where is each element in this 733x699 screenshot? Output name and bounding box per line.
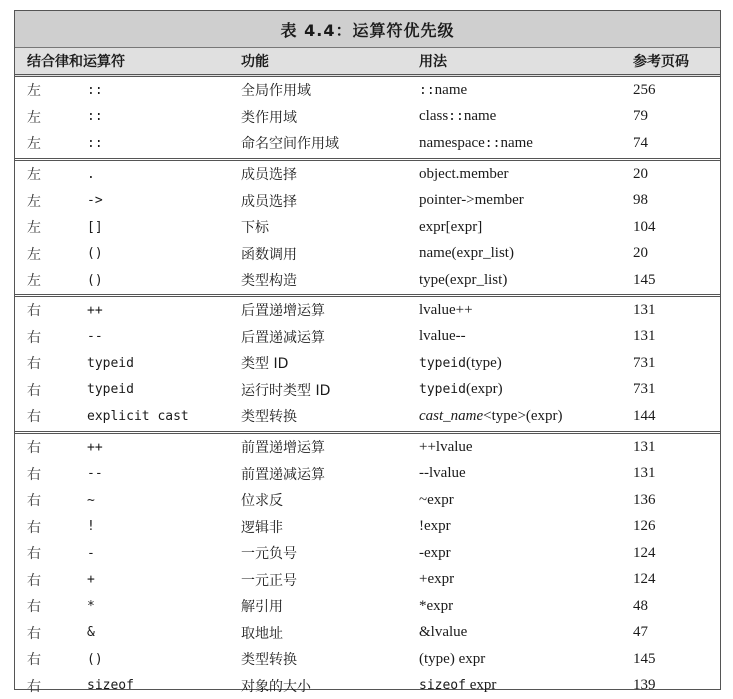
cell-function: 成员选择 bbox=[241, 188, 297, 215]
cell-associativity: 右 bbox=[27, 350, 41, 377]
header-page: 参考页码 bbox=[633, 48, 689, 74]
cell-function: 类型转换 bbox=[241, 403, 297, 430]
cell-operator: typeid bbox=[87, 350, 134, 377]
cell-page: 731 bbox=[633, 350, 656, 377]
cell-operator: -- bbox=[87, 324, 103, 351]
usage-part: expr[expr] bbox=[419, 219, 482, 236]
cell-page: 731 bbox=[633, 377, 656, 404]
usage-part: <type>(expr) bbox=[483, 408, 562, 425]
cell-operator: . bbox=[87, 161, 95, 188]
table-row bbox=[15, 350, 720, 377]
table-row bbox=[15, 646, 720, 673]
usage-part: cast_name bbox=[419, 408, 483, 425]
usage-part: sizeof bbox=[419, 678, 466, 693]
cell-associativity: 左 bbox=[27, 214, 41, 241]
cell-page: 124 bbox=[633, 567, 656, 594]
usage-part: name(expr_list) bbox=[419, 245, 514, 262]
usage-part: type(expr_list) bbox=[419, 272, 507, 289]
usage-part: (expr) bbox=[466, 381, 503, 398]
cell-operator: explicit cast bbox=[87, 403, 189, 430]
cell-associativity: 右 bbox=[27, 403, 41, 430]
table-row bbox=[15, 377, 720, 404]
cell-usage bbox=[419, 377, 503, 404]
usage-part: &lvalue bbox=[419, 624, 467, 641]
usage-part: :: bbox=[485, 136, 501, 151]
operator-precedence-table bbox=[14, 10, 721, 690]
cell-function: 前置递增运算 bbox=[241, 434, 325, 461]
row-group bbox=[15, 431, 720, 699]
table-row bbox=[15, 540, 720, 567]
cell-page: 139 bbox=[633, 673, 656, 699]
cell-usage bbox=[419, 297, 473, 324]
cell-function: 类型转换 bbox=[241, 646, 297, 673]
cell-function: 前置递减运算 bbox=[241, 461, 325, 488]
table-row bbox=[15, 104, 720, 131]
usage-part: name bbox=[435, 82, 467, 99]
cell-page: 104 bbox=[633, 214, 656, 241]
cell-associativity: 右 bbox=[27, 540, 41, 567]
table-header-row bbox=[15, 48, 720, 77]
usage-part: object.member bbox=[419, 166, 509, 183]
table-row bbox=[15, 461, 720, 488]
cell-associativity: 右 bbox=[27, 377, 41, 404]
cell-function: 类型构造 bbox=[241, 267, 297, 294]
cell-usage bbox=[419, 214, 482, 241]
cell-page: 20 bbox=[633, 161, 648, 188]
usage-part: +expr bbox=[419, 571, 454, 588]
usage-part: typeid bbox=[419, 356, 466, 371]
cell-associativity: 右 bbox=[27, 593, 41, 620]
cell-function: 一元正号 bbox=[241, 567, 297, 594]
cell-associativity: 左 bbox=[27, 267, 41, 294]
cell-page: 256 bbox=[633, 77, 656, 104]
cell-page: 136 bbox=[633, 487, 656, 514]
table-row bbox=[15, 434, 720, 461]
cell-function: 运行时类型 ID bbox=[241, 377, 330, 404]
cell-function: 后置递减运算 bbox=[241, 324, 325, 351]
usage-part: !expr bbox=[419, 518, 451, 535]
row-group bbox=[15, 294, 720, 430]
usage-part: namespace bbox=[419, 135, 485, 152]
usage-part: --lvalue bbox=[419, 465, 466, 482]
cell-usage bbox=[419, 324, 466, 351]
usage-part: lvalue++ bbox=[419, 302, 473, 319]
cell-associativity: 左 bbox=[27, 161, 41, 188]
cell-function: 命名空间作用域 bbox=[241, 130, 339, 157]
usage-part: pointer->member bbox=[419, 192, 524, 209]
table-row bbox=[15, 403, 720, 430]
cell-usage bbox=[419, 403, 563, 430]
cell-page: 74 bbox=[633, 130, 648, 157]
cell-associativity: 右 bbox=[27, 514, 41, 541]
table-row bbox=[15, 593, 720, 620]
table-row bbox=[15, 487, 720, 514]
table-row bbox=[15, 514, 720, 541]
cell-usage bbox=[419, 567, 454, 594]
table-row bbox=[15, 567, 720, 594]
header-function: 功能 bbox=[241, 48, 269, 74]
cell-operator: -- bbox=[87, 461, 103, 488]
cell-associativity: 左 bbox=[27, 188, 41, 215]
cell-operator: - bbox=[87, 540, 95, 567]
cell-usage bbox=[419, 188, 524, 215]
cell-usage bbox=[419, 241, 514, 268]
cell-page: 145 bbox=[633, 267, 656, 294]
cell-page: 124 bbox=[633, 540, 656, 567]
cell-usage bbox=[419, 130, 533, 157]
cell-operator: [] bbox=[87, 214, 103, 241]
cell-page: 126 bbox=[633, 514, 656, 541]
cell-function: 后置递增运算 bbox=[241, 297, 325, 324]
cell-associativity: 左 bbox=[27, 104, 41, 131]
table-row bbox=[15, 214, 720, 241]
cell-operator: + bbox=[87, 567, 95, 594]
cell-operator: () bbox=[87, 241, 103, 268]
cell-page: 47 bbox=[633, 620, 648, 647]
table-row bbox=[15, 297, 720, 324]
cell-page: 79 bbox=[633, 104, 648, 131]
table-row bbox=[15, 77, 720, 104]
cell-page: 48 bbox=[633, 593, 648, 620]
usage-part: *expr bbox=[419, 598, 453, 615]
cell-associativity: 右 bbox=[27, 324, 41, 351]
cell-usage bbox=[419, 267, 507, 294]
cell-operator: :: bbox=[87, 130, 103, 157]
header-assoc-op: 结合律和运算符 bbox=[27, 48, 125, 74]
cell-usage bbox=[419, 77, 467, 104]
cell-operator: ~ bbox=[87, 487, 95, 514]
table-row bbox=[15, 673, 720, 699]
cell-function: 成员选择 bbox=[241, 161, 297, 188]
usage-part: :: bbox=[419, 83, 435, 98]
cell-operator: () bbox=[87, 267, 103, 294]
cell-associativity: 左 bbox=[27, 77, 41, 104]
table-row bbox=[15, 161, 720, 188]
cell-usage bbox=[419, 620, 467, 647]
usage-part: (type) bbox=[466, 355, 502, 372]
cell-operator: ++ bbox=[87, 297, 103, 324]
cell-function: 对象的大小 bbox=[241, 673, 311, 699]
table-row bbox=[15, 620, 720, 647]
cell-associativity: 右 bbox=[27, 487, 41, 514]
cell-function: 取地址 bbox=[241, 620, 283, 647]
cell-operator: :: bbox=[87, 104, 103, 131]
usage-part: ++lvalue bbox=[419, 439, 473, 456]
table-row bbox=[15, 324, 720, 351]
cell-associativity: 右 bbox=[27, 620, 41, 647]
cell-page: 145 bbox=[633, 646, 656, 673]
cell-usage bbox=[419, 673, 496, 699]
cell-operator: () bbox=[87, 646, 103, 673]
cell-operator: ! bbox=[87, 514, 95, 541]
cell-page: 131 bbox=[633, 324, 656, 351]
table-row bbox=[15, 267, 720, 294]
cell-operator: ++ bbox=[87, 434, 103, 461]
usage-part: :: bbox=[448, 109, 464, 124]
cell-function: 类型 ID bbox=[241, 350, 288, 377]
usage-part: -expr bbox=[419, 545, 451, 562]
cell-page: 131 bbox=[633, 297, 656, 324]
cell-operator: :: bbox=[87, 77, 103, 104]
table-row bbox=[15, 130, 720, 157]
cell-associativity: 左 bbox=[27, 241, 41, 268]
cell-page: 98 bbox=[633, 188, 648, 215]
cell-page: 20 bbox=[633, 241, 648, 268]
cell-function: 解引用 bbox=[241, 593, 283, 620]
cell-function: 下标 bbox=[241, 214, 269, 241]
usage-part: name bbox=[500, 135, 532, 152]
cell-usage bbox=[419, 161, 509, 188]
cell-usage bbox=[419, 461, 466, 488]
cell-associativity: 左 bbox=[27, 130, 41, 157]
cell-associativity: 右 bbox=[27, 297, 41, 324]
cell-operator: -> bbox=[87, 188, 103, 215]
row-group bbox=[15, 77, 720, 157]
cell-function: 类作用域 bbox=[241, 104, 297, 131]
cell-associativity: 右 bbox=[27, 567, 41, 594]
cell-usage bbox=[419, 593, 453, 620]
usage-part: name bbox=[464, 108, 496, 125]
cell-page: 131 bbox=[633, 461, 656, 488]
cell-function: 全局作用域 bbox=[241, 77, 311, 104]
usage-part: ~expr bbox=[419, 492, 454, 509]
cell-associativity: 右 bbox=[27, 461, 41, 488]
cell-operator: typeid bbox=[87, 377, 134, 404]
cell-operator: sizeof bbox=[87, 673, 134, 699]
table-row bbox=[15, 241, 720, 268]
usage-part: typeid bbox=[419, 382, 466, 397]
cell-function: 一元负号 bbox=[241, 540, 297, 567]
cell-associativity: 右 bbox=[27, 646, 41, 673]
cell-usage bbox=[419, 104, 496, 131]
row-group bbox=[15, 158, 720, 294]
table-row bbox=[15, 188, 720, 215]
cell-usage bbox=[419, 434, 473, 461]
cell-usage bbox=[419, 487, 454, 514]
cell-function: 函数调用 bbox=[241, 241, 297, 268]
cell-function: 逻辑非 bbox=[241, 514, 283, 541]
cell-page: 144 bbox=[633, 403, 656, 430]
table-title: 表 4.4：运算符优先级 bbox=[15, 11, 720, 48]
cell-operator: * bbox=[87, 593, 95, 620]
cell-operator: & bbox=[87, 620, 95, 647]
usage-part: expr bbox=[466, 677, 496, 694]
cell-usage bbox=[419, 514, 451, 541]
usage-part: (type) expr bbox=[419, 651, 485, 668]
cell-associativity: 右 bbox=[27, 434, 41, 461]
cell-usage bbox=[419, 646, 485, 673]
usage-part: class bbox=[419, 108, 448, 125]
cell-associativity: 右 bbox=[27, 673, 41, 699]
cell-page: 131 bbox=[633, 434, 656, 461]
cell-function: 位求反 bbox=[241, 487, 283, 514]
cell-usage bbox=[419, 540, 451, 567]
header-usage: 用法 bbox=[419, 48, 447, 74]
cell-usage bbox=[419, 350, 502, 377]
usage-part: lvalue-- bbox=[419, 328, 466, 345]
